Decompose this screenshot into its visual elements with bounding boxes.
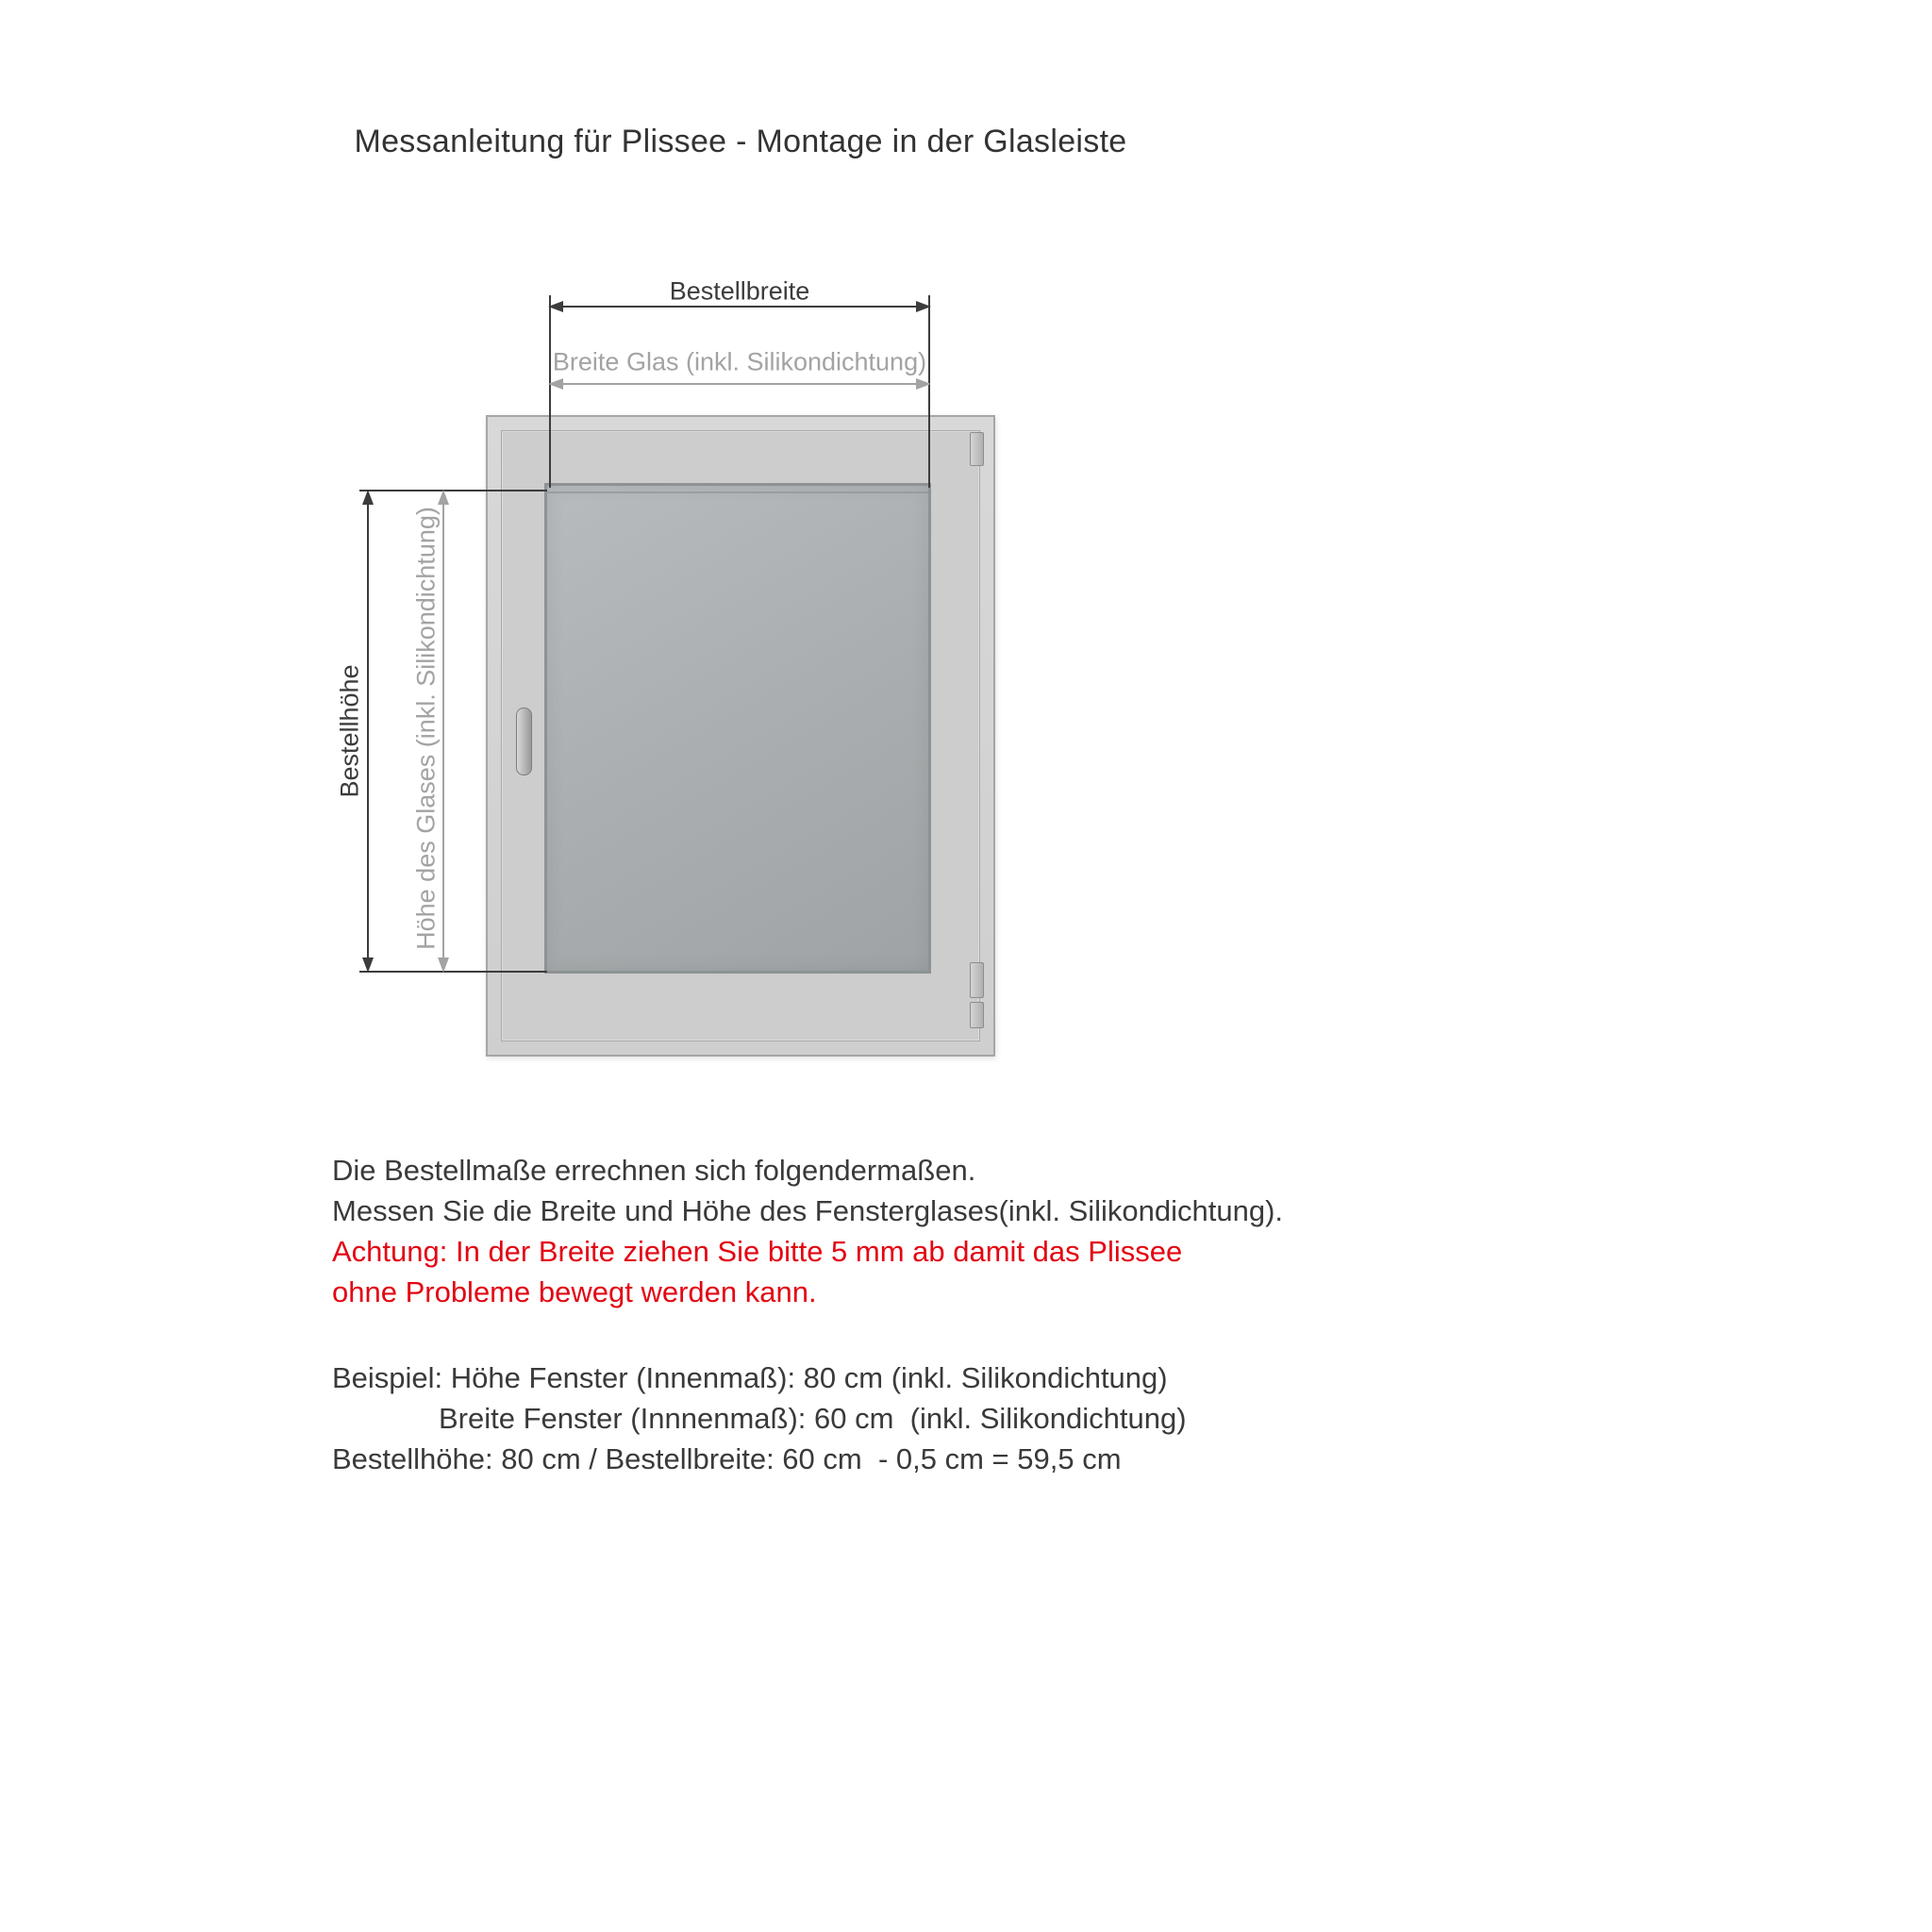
example-line-1: Beispiel: Höhe Fenster (Innenmaß): 80 cm (inkl. Silikondichtung)	[332, 1361, 1168, 1394]
example-line-3: Bestellhöhe: 80 cm / Bestellbreite: 60 cm - 0,5 cm = 59,5 cm	[332, 1442, 1122, 1475]
instruction-line-1: Die Bestellmaße errechnen sich folgendermaßen.	[332, 1154, 976, 1187]
warning-line-1: Achtung: In der Breite ziehen Sie bitte 5 mm ab damit das Plissee	[332, 1235, 1183, 1268]
spacer	[332, 1312, 1747, 1357]
window-hinge-bottom	[970, 962, 984, 998]
window-frame	[486, 415, 995, 1057]
order-width-label: Bestellbreite	[669, 276, 810, 306]
glass-height-label: Höhe des Glases (inkl. Silikondichtung)	[411, 507, 441, 950]
instruction-line-2: Messen Sie die Breite und Höhe des Fensterglases(inkl. Silikondichtung).	[332, 1194, 1284, 1227]
glass-width-label: Breite Glas (inkl. Silikondichtung)	[552, 347, 927, 376]
instructions-block	[332, 1150, 1747, 1479]
window-hinge-top	[970, 432, 984, 466]
example-line-2: Breite Fenster (Innnenmaß): 60 cm (inkl. Silikondichtung)	[439, 1402, 1187, 1435]
order-height-label: Bestellhöhe	[335, 664, 364, 798]
window-hinge-bottom-lower	[970, 1002, 984, 1028]
warning-line-2: ohne Probleme bewegt werden kann.	[332, 1275, 817, 1308]
glazing-top-edge	[547, 491, 928, 493]
window-glass	[544, 483, 931, 974]
page-title: Messanleitung für Plissee - Montage in der Glasleiste	[354, 124, 1127, 159]
window-handle-icon	[516, 708, 532, 775]
